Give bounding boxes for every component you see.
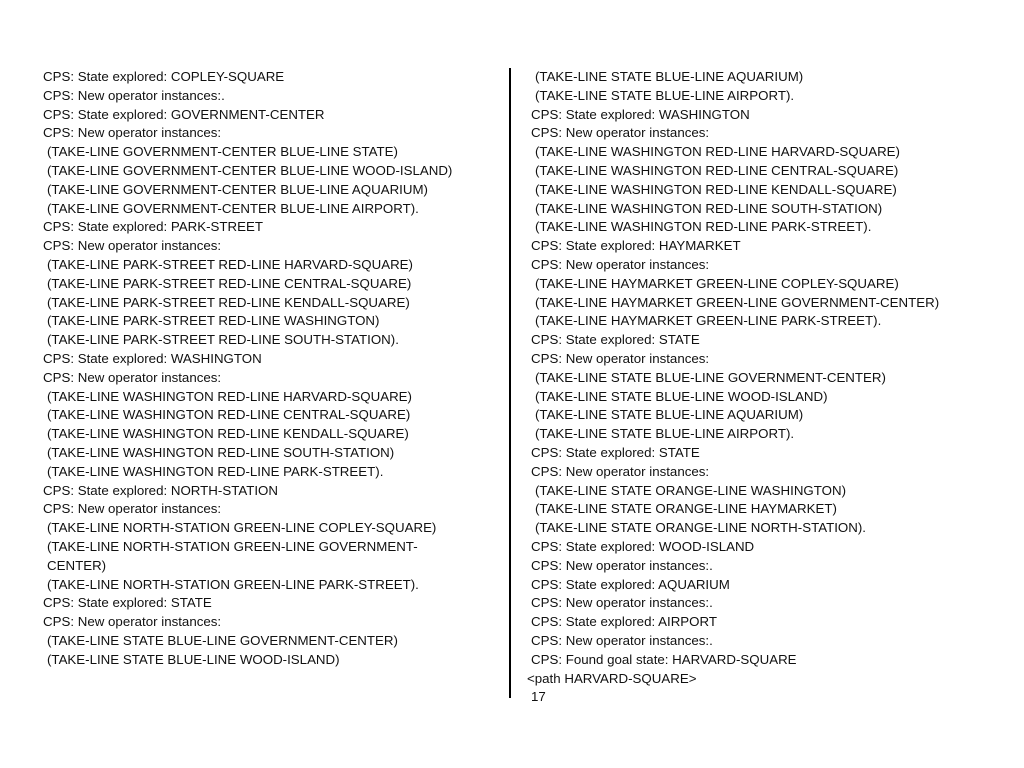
trace-line: CPS: New operator instances:. bbox=[531, 632, 713, 648]
trace-line: (TAKE-LINE GOVERNMENT-CENTER BLUE-LINE AIRPORT). bbox=[47, 200, 419, 216]
trace-line: CPS: New operator instances: bbox=[43, 614, 222, 630]
trace-line: (TAKE-LINE PARK-STREET RED-LINE HARVARD-SQUARE) bbox=[47, 256, 413, 272]
trace-line: CPS: State explored: STATE bbox=[531, 332, 700, 348]
trace-line: (TAKE-LINE STATE BLUE-LINE GOVERNMENT-CENTER) bbox=[47, 632, 398, 648]
trace-line: CPS: New operator instances: bbox=[43, 238, 222, 254]
trace-line: (TAKE-LINE WASHINGTON RED-LINE CENTRAL-SQUARE) bbox=[535, 162, 899, 178]
trace-line: CPS: State explored: AIRPORT bbox=[531, 614, 717, 630]
column-divider bbox=[509, 68, 511, 698]
trace-line: (TAKE-LINE STATE BLUE-LINE GOVERNMENT-CENTER) bbox=[535, 369, 886, 385]
trace-line: (TAKE-LINE GOVERNMENT-CENTER BLUE-LINE AQUARIUM) bbox=[47, 181, 428, 197]
trace-line: (TAKE-LINE WASHINGTON RED-LINE PARK-STREET). bbox=[47, 463, 384, 479]
trace-line: CPS: State explored: COPLEY-SQUARE bbox=[43, 69, 285, 84]
trace-line: (TAKE-LINE HAYMARKET GREEN-LINE GOVERNMENT-CENTER) bbox=[535, 294, 940, 310]
trace-line: CPS: New operator instances: bbox=[43, 501, 222, 517]
trace-line: CPS: New operator instances:. bbox=[531, 595, 713, 611]
trace-line: CPS: State explored: HAYMARKET bbox=[531, 238, 741, 254]
trace-line: (TAKE-LINE NORTH-STATION GREEN-LINE PARK-STREET). bbox=[47, 576, 419, 592]
trace-line: (TAKE-LINE GOVERNMENT-CENTER BLUE-LINE STATE) bbox=[47, 144, 398, 160]
trace-line: (TAKE-LINE PARK-STREET RED-LINE CENTRAL-SQUARE) bbox=[47, 275, 412, 291]
trace-line: CPS: State explored: NORTH-STATION bbox=[43, 482, 278, 498]
trace-line: CPS: State explored: WASHINGTON bbox=[531, 106, 750, 122]
trace-line: (TAKE-LINE WASHINGTON RED-LINE HARVARD-SQUARE) bbox=[47, 388, 412, 404]
trace-line: (TAKE-LINE STATE BLUE-LINE AQUARIUM) bbox=[535, 69, 804, 84]
trace-line: CPS: New operator instances:. bbox=[531, 557, 713, 573]
trace-line: (TAKE-LINE STATE BLUE-LINE AQUARIUM) bbox=[535, 407, 804, 423]
trace-line: (TAKE-LINE HAYMARKET GREEN-LINE COPLEY-SQUARE) bbox=[535, 275, 899, 291]
trace-line: (TAKE-LINE STATE ORANGE-LINE WASHINGTON) bbox=[535, 482, 847, 498]
trace-line: (TAKE-LINE WASHINGTON RED-LINE PARK-STREET). bbox=[535, 219, 872, 235]
trace-line: (TAKE-LINE STATE ORANGE-LINE HAYMARKET) bbox=[535, 501, 837, 517]
trace-line: (TAKE-LINE WASHINGTON RED-LINE SOUTH-STATION) bbox=[47, 444, 395, 460]
trace-line: CPS: New operator instances: bbox=[43, 125, 222, 141]
trace-line: CPS: State explored: PARK-STREET bbox=[43, 219, 263, 235]
trace-line: (TAKE-LINE STATE ORANGE-LINE NORTH-STATION). bbox=[535, 520, 866, 536]
trace-line: (TAKE-LINE PARK-STREET RED-LINE WASHINGTON) bbox=[47, 313, 380, 329]
trace-line: CPS: New operator instances:. bbox=[43, 87, 225, 103]
path-result: <path HARVARD-SQUARE> bbox=[527, 670, 697, 686]
trace-line: (TAKE-LINE STATE BLUE-LINE WOOD-ISLAND) bbox=[535, 388, 828, 404]
trace-line: (TAKE-LINE WASHINGTON RED-LINE KENDALL-SQUARE) bbox=[535, 181, 897, 197]
trace-line: (TAKE-LINE NORTH-STATION GREEN-LINE GOVERNMENT-CENTER) bbox=[47, 538, 418, 573]
trace-line: (TAKE-LINE WASHINGTON RED-LINE CENTRAL-SQUARE) bbox=[47, 407, 411, 423]
trace-line: (TAKE-LINE NORTH-STATION GREEN-LINE COPLEY-SQUARE) bbox=[47, 520, 437, 536]
trace-line: (TAKE-LINE STATE BLUE-LINE WOOD-ISLAND) bbox=[47, 651, 340, 667]
trace-line: (TAKE-LINE STATE BLUE-LINE AIRPORT). bbox=[535, 87, 795, 103]
trace-line: CPS: Found goal state: HARVARD-SQUARE bbox=[531, 651, 797, 667]
trace-line: CPS: State explored: GOVERNMENT-CENTER bbox=[43, 106, 325, 122]
trace-line: CPS: State explored: WASHINGTON bbox=[43, 350, 262, 366]
trace-line: (TAKE-LINE WASHINGTON RED-LINE HARVARD-SQUARE) bbox=[535, 144, 900, 160]
trace-line: (TAKE-LINE WASHINGTON RED-LINE KENDALL-SQUARE) bbox=[47, 426, 409, 442]
left-column bbox=[43, 68, 503, 670]
trace-line: (TAKE-LINE PARK-STREET RED-LINE SOUTH-STATION). bbox=[47, 332, 399, 348]
trace-line: CPS: New operator instances: bbox=[531, 125, 710, 141]
trace-line: CPS: New operator instances: bbox=[43, 369, 222, 385]
page-number: 17 bbox=[531, 689, 546, 704]
trace-line: (TAKE-LINE WASHINGTON RED-LINE SOUTH-STATION) bbox=[535, 200, 883, 216]
trace-line: CPS: State explored: AQUARIUM bbox=[531, 576, 730, 592]
trace-line: CPS: State explored: STATE bbox=[531, 444, 700, 460]
trace-line: CPS: New operator instances: bbox=[531, 256, 710, 272]
trace-line: (TAKE-LINE HAYMARKET GREEN-LINE PARK-STREET). bbox=[535, 313, 882, 329]
trace-line: CPS: State explored: WOOD-ISLAND bbox=[531, 538, 755, 554]
right-column bbox=[527, 68, 1001, 688]
trace-line: CPS: New operator instances: bbox=[531, 463, 710, 479]
trace-line: (TAKE-LINE STATE BLUE-LINE AIRPORT). bbox=[535, 426, 795, 442]
trace-line: (TAKE-LINE GOVERNMENT-CENTER BLUE-LINE WOOD-ISLAND) bbox=[47, 162, 453, 178]
trace-line: CPS: State explored: STATE bbox=[43, 595, 212, 611]
trace-line: (TAKE-LINE PARK-STREET RED-LINE KENDALL-SQUARE) bbox=[47, 294, 410, 310]
trace-line: CPS: New operator instances: bbox=[531, 350, 710, 366]
